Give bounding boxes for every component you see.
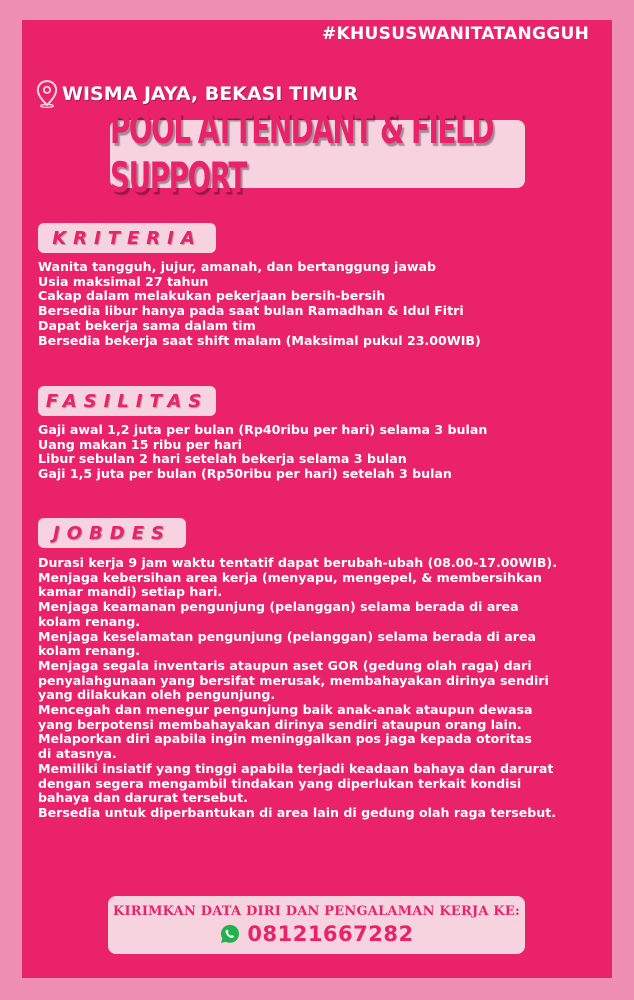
list-item: Gaji awal 1,2 juta per bulan (Rp40ribu per hari) selama 3 bulan [38, 422, 488, 437]
title-box [110, 105, 525, 203]
location-text: WISMA JAYA, BEKASI TIMUR [62, 83, 358, 105]
list-item: Menjaga segala inventaris ataupun aset GOR (gedung olah raga) dari penyalahgunaan yang bersifat merusak, membahayakan dirinya sendiri yang dilakukan oleh pengunjung. [38, 657, 549, 703]
jobdes-list [38, 556, 618, 821]
contact-phone-row [108, 922, 525, 946]
list-item: Usia maksimal 27 tahun [38, 273, 209, 289]
list-item: Durasi kerja 9 jam waktu tentatif dapat berubah-ubah (08.00-17.00WIB). [38, 555, 557, 570]
list-item: Libur sebulan 2 hari setelah bekerja selama 3 bulan [38, 451, 407, 467]
list-item: Gaji 1,5 juta per bulan (Rp50ribu per hari) setelah 3 bulan [38, 466, 452, 482]
list-item: Menjaga keselamatan pengunjung (pelanggan) selama berada di area kolam renang. [38, 628, 537, 659]
jobdes-header [38, 518, 186, 548]
fasilitas-header [38, 386, 216, 416]
kriteria-header [38, 223, 216, 253]
list-item: Memiliki insiatif yang tinggi apabila terjadi keadaan bahaya dan darurat dengan segera mengambil tindakan yang diperlukan terkait kondisi bahaya dan darurat tersebut. [38, 760, 554, 806]
map-pin-icon [36, 80, 58, 108]
list-item: Menjaga keamanan pengunjung (pelanggan) selama berada di area kolam renang. [38, 599, 519, 629]
job-title: POOL ATTENDANT & FIELD SUPPORT [110, 105, 493, 203]
fasilitas-heading: FASILITAS [45, 390, 209, 412]
list-item: Mencegah dan menegur pengunjung baik anak-anak ataupun dewasa yang berpotensi membahayakan dirinya sendiri ataupun orang lain. [38, 702, 533, 732]
list-item: Menjaga kebersihan area kerja (menyapu, mengepel, & membersihkan kamar mandi) setiap hari. [38, 569, 542, 600]
list-item: Bersedia bekerja saat shift malam (Maksimal pukul 23.00WIB) [38, 332, 481, 348]
whatsapp-icon [219, 923, 241, 945]
jobdes-heading: JOBDES [53, 522, 171, 544]
location [36, 80, 358, 108]
list-item: Wanita tangguh, jujur, amanah, dan bertanggung jawab [38, 259, 436, 274]
kriteria-heading: KRITERIA [52, 227, 202, 249]
contact-box [108, 896, 525, 954]
list-item: Bersedia libur hanya pada saat bulan Ramadhan & Idul Fitri [38, 303, 464, 319]
list-item: Dapat bekerja sama dalam tim [38, 317, 256, 333]
list-item: Melaporkan diri apabila ingin meninggalkan pos jaga kepada otoritas di atasnya. [38, 731, 532, 762]
hashtag: #KHUSUSWANITATANGGUH [322, 24, 590, 44]
list-item: Bersedia untuk diperbantukan di area lain di gedung olah raga tersebut. [38, 804, 557, 820]
fasilitas-list [38, 423, 618, 482]
list-item: Uang makan 15 ribu per hari [38, 436, 242, 452]
contact-label: KIRIMKAN DATA DIRI DAN PENGALAMAN KERJA KE: [113, 904, 520, 919]
list-item: Cakap dalam melakukan pekerjaan bersih-bersih [38, 288, 386, 304]
contact-phone: 08121667282 [247, 922, 414, 946]
kriteria-list [38, 260, 618, 348]
